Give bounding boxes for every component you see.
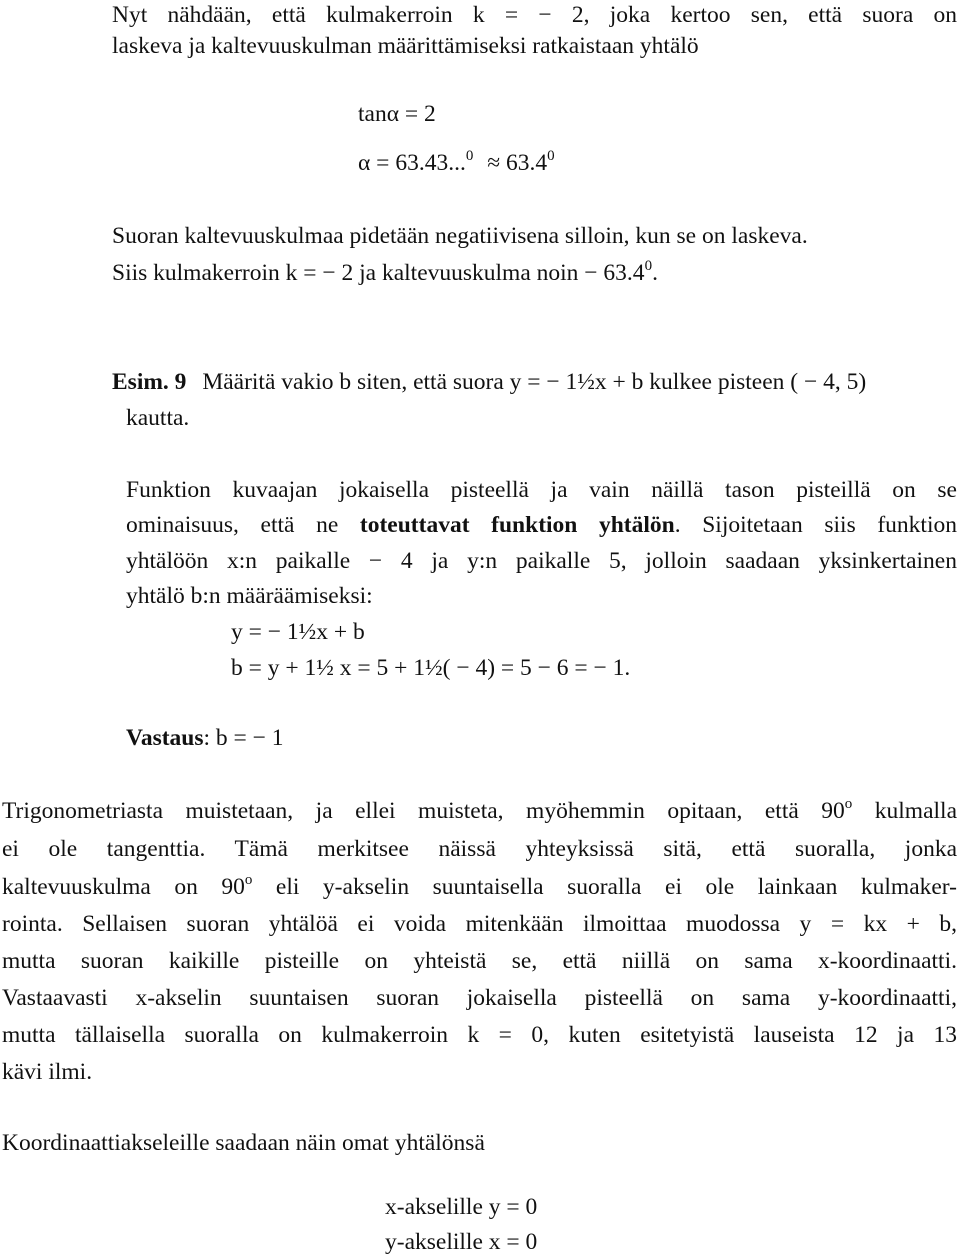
solution-line-2-post: . Sijoitetaan siis funktion: [674, 512, 957, 538]
trig-line-6: Vastaavasti x-akselin suuntaisen suoran jokaisella pisteellä on sama y-koordinaatti,: [2, 985, 957, 1011]
answer-label: Vastaus: [126, 725, 204, 751]
equation-alpha: [358, 148, 555, 178]
example-heading: [112, 367, 866, 397]
trig-line-5: mutta suoran kaikille pisteille on yhteistä se, että niillä on sama x-koordinaatti.: [2, 948, 957, 974]
trig-line-2: ei ole tangenttia. Tämä merkitsee näissä yhteyksissä sitä, että suoralla, jonka: [2, 836, 957, 862]
trig-line-4: rointa. Sellaisen suoran yhtälöä ei voida mitenkään ilmoittaa muodossa y = kx + b,: [2, 911, 957, 937]
trig-line-1-sup: o: [844, 796, 853, 812]
trig-line-1: [2, 796, 957, 826]
example-label: Esim. 9: [112, 369, 187, 395]
trig-line-8: kävi ilmi.: [2, 1059, 93, 1085]
trig-line-7: mutta tällaisella suoralla on kulmakerroin k = 0, kuten esitetyistä lauseista 12 ja 13: [2, 1022, 957, 1048]
negative-angle-sup: 0: [644, 258, 653, 274]
intro-line-2: laskeva ja kaltevuuskulman määrittämiseksi ratkaistaan yhtälö: [112, 33, 699, 59]
example-line-1: Määritä vakio b siten, että suora y = − 1½x + b kulkee pisteen ( − 4, 5): [202, 369, 867, 395]
trig-line-1-post: kulmalla: [852, 798, 957, 824]
negative-angle-line-1: Suoran kaltevuuskulmaa pidetään negatiivisena silloin, kun se on laskeva.: [112, 223, 808, 249]
solution-equation-2: b = y + 1½ x = 5 + 1½( − 4) = 5 − 6 = − 1.: [231, 655, 631, 681]
solution-line-1: Funktion kuvaajan jokaisella pisteellä ja vain näillä tason pisteillä on se: [126, 477, 957, 503]
example-line-2: kautta.: [126, 405, 190, 431]
negative-angle-text: Siis kulmakerroin k = − 2 ja kaltevuuskulma noin − 63.4: [112, 260, 645, 286]
trig-line-3-pre: kaltevuuskulma on 90: [2, 874, 245, 900]
answer: [126, 723, 284, 753]
trig-line-1-pre: Trigonometriasta muistetaan, ja ellei muisteta, myöhemmin opitaan, että 90: [2, 798, 845, 824]
solution-line-2-bold: toteuttavat funktion yhtälön: [359, 512, 675, 538]
solution-line-3: yhtälöön x:n paikalle − 4 ja y:n paikalle 5, jolloin saadaan yksinkertainen: [126, 548, 957, 574]
axes-intro: Koordinaattiakseleille saadaan näin omat yhtälönsä: [2, 1130, 485, 1156]
equation-tan: tanα = 2: [358, 101, 436, 127]
equation-alpha-left: α = 63.43...: [358, 150, 466, 176]
solution-line-2: [126, 510, 957, 540]
trig-line-3-sup: o: [244, 872, 253, 888]
equation-alpha-sup-1: 0: [465, 148, 474, 164]
negative-angle-end: .: [652, 260, 658, 286]
solution-line-2-pre: ominaisuus, että ne: [126, 512, 360, 538]
intro-line-1: Nyt nähdään, että kulmakerroin k = − 2, joka kertoo sen, että suora on: [112, 2, 957, 28]
solution-equation-1: y = − 1½x + b: [231, 619, 365, 645]
trig-line-3-post: eli y-akselin suuntaisella suoralla ei ole lainkaan kulmaker-: [252, 874, 957, 900]
equation-alpha-sup-2: 0: [547, 148, 555, 164]
equation-alpha-right: ≈ 63.4: [487, 150, 548, 176]
solution-line-4: yhtälö b:n määräämiseksi:: [126, 583, 373, 609]
x-axis-equation: x-akselille y = 0: [385, 1194, 538, 1220]
answer-value: : b = − 1: [203, 725, 284, 751]
trig-line-3: [2, 872, 957, 902]
negative-angle-line-2: [112, 258, 658, 288]
y-axis-equation: y-akselille x = 0: [385, 1229, 538, 1255]
